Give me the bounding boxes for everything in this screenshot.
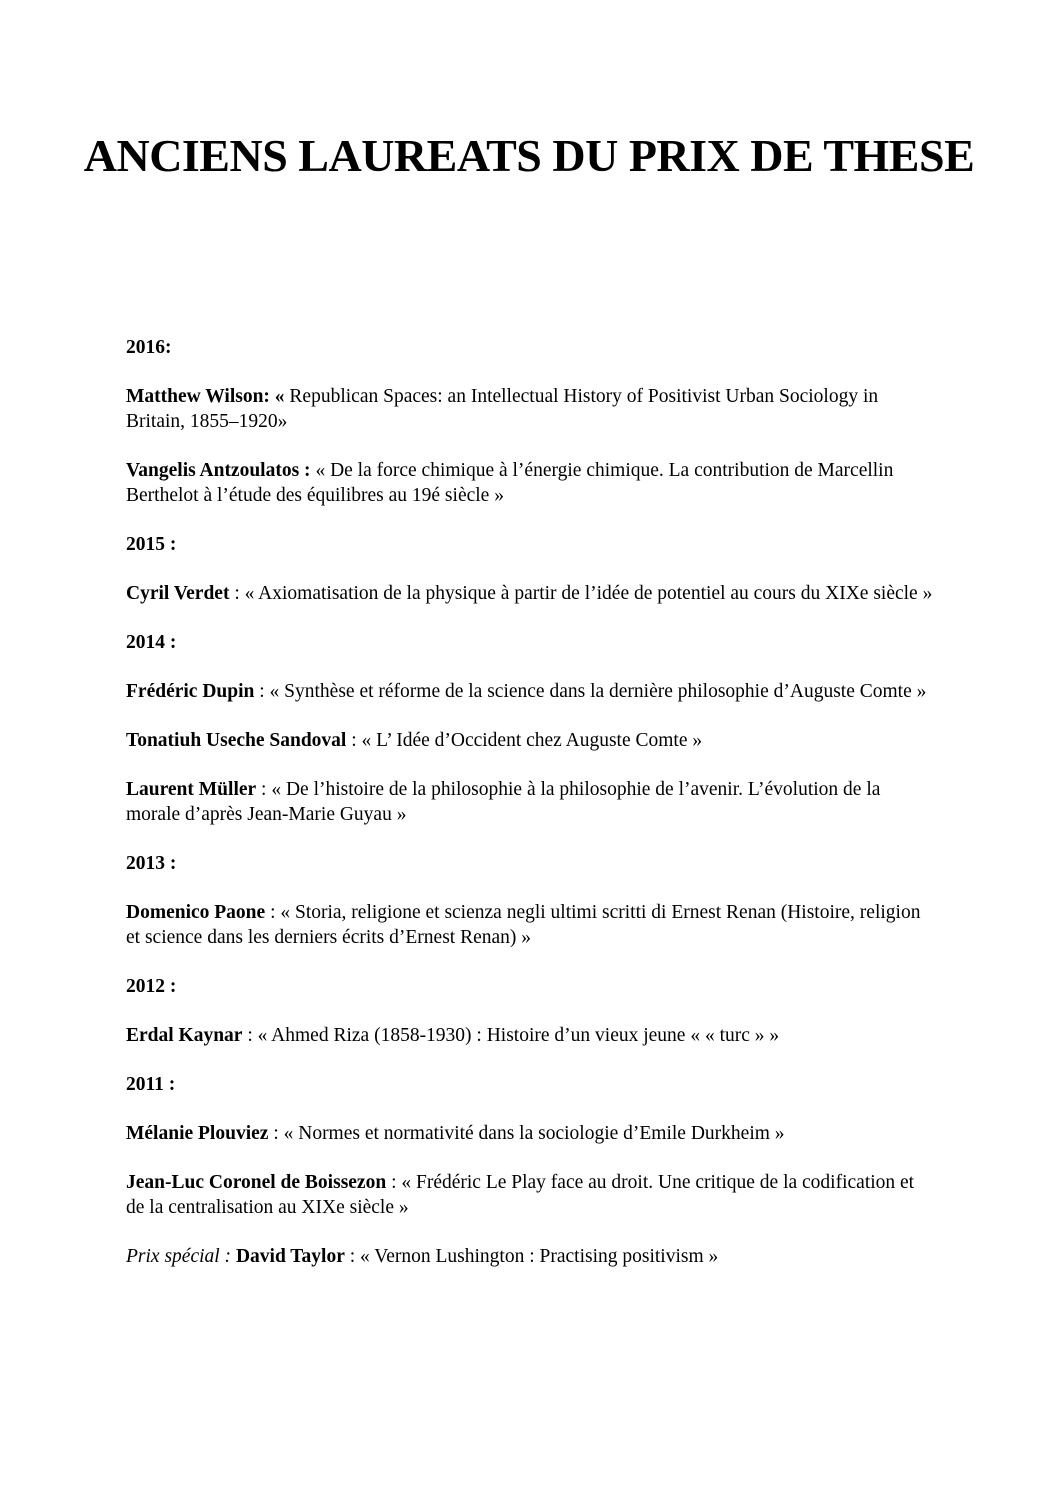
laureate-name: Domenico Paone [126, 902, 266, 923]
laureate-entry [126, 581, 934, 606]
thesis-title: : « Axiomatisation de la physique à partir de l’idée de potentiel au cours du XIXe siècle » [229, 583, 933, 604]
laureate-entry [126, 1170, 934, 1220]
year-heading-2015: 2015 : [126, 534, 177, 555]
laureate-entry [126, 728, 934, 753]
laureate-name: Erdal Kaynar [126, 1025, 243, 1046]
laureate-name: David Taylor [231, 1246, 345, 1267]
thesis-title: : « Normes et normativité dans la sociologie d’Emile Durkheim » [268, 1123, 785, 1144]
laureate-entry [126, 777, 934, 827]
special-prize-entry [126, 1244, 934, 1269]
thesis-title: Republican Spaces: an Intellectual History of Positivist Urban Sociology in Britain, 1855–1920» [126, 386, 879, 432]
laureate-name: Vangelis Antzoulatos : [126, 460, 311, 481]
laureate-entry [126, 458, 934, 508]
laureate-name: Cyril Verdet [126, 583, 230, 604]
thesis-title: : « Frédéric Le Play face au droit. Une critique de la codification et de la centralisation au XIXe siècle » [126, 1172, 915, 1218]
laureate-name: Tonatiuh Useche Sandoval [126, 730, 347, 751]
page-title: ANCIENS LAUREATS DU PRIX DE THESE [83, 130, 975, 181]
laureate-entry [126, 900, 934, 950]
year-heading-2011: 2011 : [126, 1074, 176, 1095]
laureate-entry [126, 1121, 934, 1146]
special-prize-label: Prix spécial : [126, 1246, 232, 1267]
thesis-title: : « Vernon Lushington : Practising positivism » [344, 1246, 719, 1267]
laureate-name: Mélanie Plouviez [126, 1123, 269, 1144]
thesis-title: : « Ahmed Riza (1858-1930) : Histoire d’un vieux jeune « « turc » » [242, 1025, 780, 1046]
thesis-title: : « Synthèse et réforme de la science dans la dernière philosophie d’Auguste Comte » [254, 681, 927, 702]
laureate-name: Laurent Müller [126, 779, 257, 800]
year-heading-2013: 2013 : [126, 853, 177, 874]
year-heading-2016: 2016: [126, 337, 172, 358]
laureate-name: Frédéric Dupin [126, 681, 255, 702]
year-heading-2014: 2014 : [126, 632, 177, 653]
thesis-title: : « De l’histoire de la philosophie à la philosophie de l’avenir. L’évolution de la morale d’après Jean-Marie Guyau » [126, 779, 881, 825]
laureate-entry [126, 679, 934, 704]
laureate-entry [126, 384, 934, 434]
year-heading-2012: 2012 : [126, 976, 177, 997]
thesis-title: : « L’ Idée d’Occident chez Auguste Comte » [346, 730, 703, 751]
laureate-entry [126, 1023, 934, 1048]
laureate-name: Jean-Luc Coronel de Boissezon [126, 1172, 387, 1193]
laureate-name: Matthew Wilson: « [126, 386, 285, 407]
thesis-title: « De la force chimique à l’énergie chimique. La contribution de Marcellin Berthelot à l’étude des équilibres au 19é siècle » [126, 460, 894, 506]
laureates-list [126, 335, 934, 1293]
thesis-title: : « Storia, religione et scienza negli ultimi scritti di Ernest Renan (Histoire, religion et science dans les derniers écrits d’Ernest Renan) » [126, 902, 921, 948]
